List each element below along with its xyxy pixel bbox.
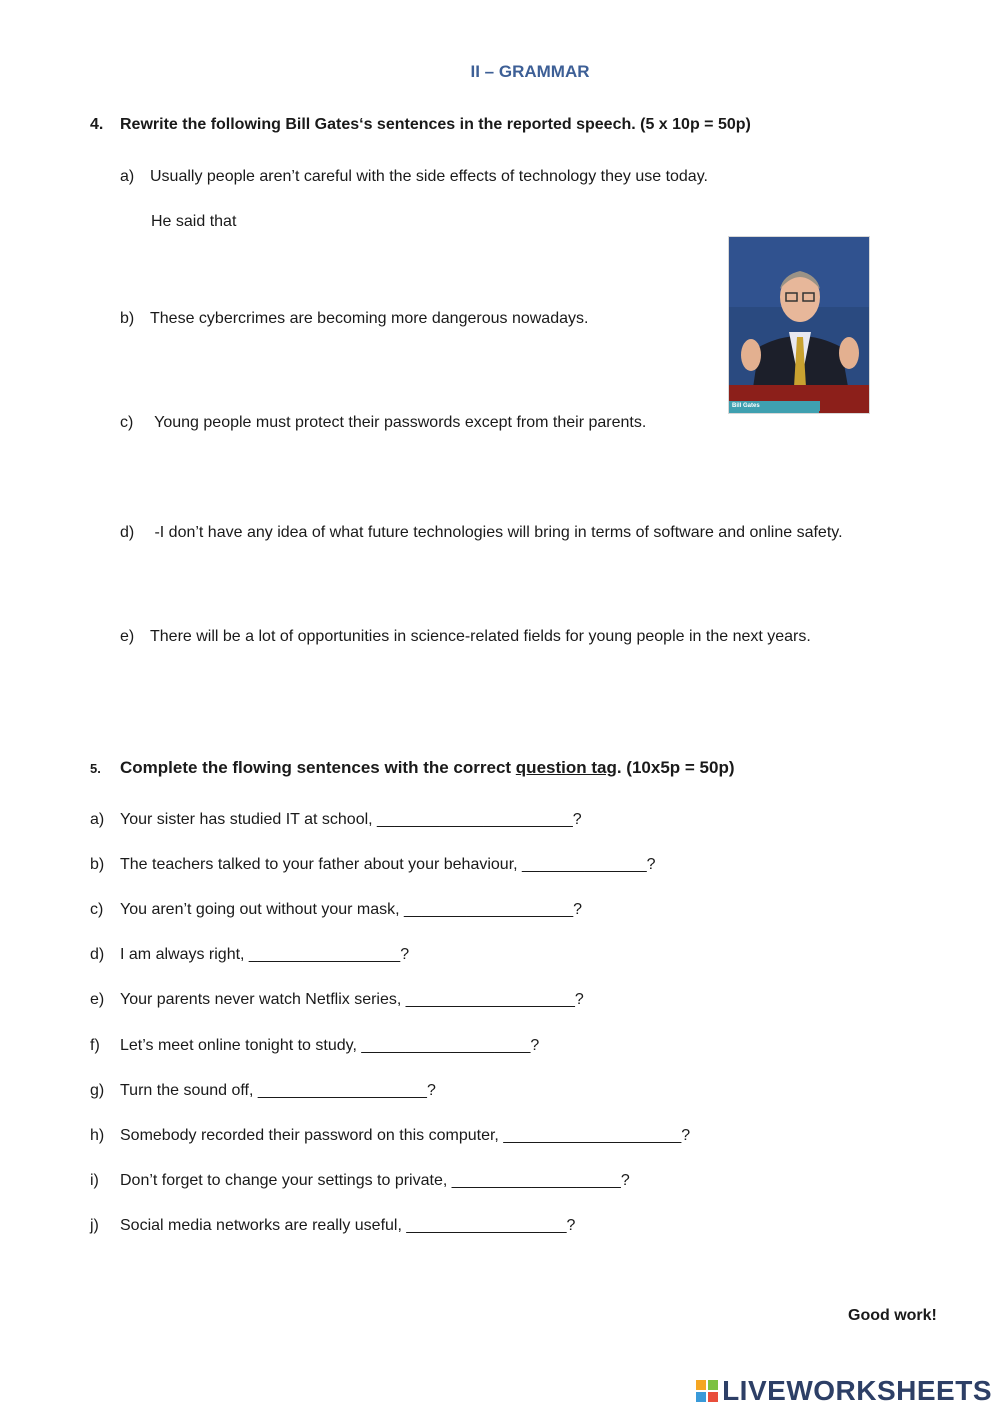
item-label: a): [90, 811, 105, 828]
item-text: Your parents never watch Netflix series, ___________________?: [120, 991, 584, 1008]
q4-heading: [90, 116, 751, 134]
liveworksheets-logo[interactable]: [696, 1375, 992, 1407]
item-text: Somebody recorded their password on this computer, ____________________?: [120, 1127, 691, 1144]
q5-heading: [90, 758, 735, 778]
item-label: g): [90, 1082, 105, 1099]
speaker-illustration: [729, 237, 870, 414]
q4-number: 4.: [90, 116, 104, 133]
q4-item-e: [120, 628, 811, 646]
item-label: i): [90, 1172, 99, 1189]
item-label: e): [90, 991, 105, 1008]
item-label: d): [120, 524, 135, 541]
q5-item-f: [90, 1037, 539, 1055]
item-text: I am always right, _________________?: [120, 946, 410, 963]
item-label: a): [120, 168, 135, 185]
item-label: c): [90, 901, 104, 918]
q4-heading-text: Rewrite the following Bill Gates‘s sentences in the reported speech. (5 x 10p = 50p): [120, 116, 751, 133]
item-label: b): [120, 310, 135, 327]
item-text: There will be a lot of opportunities in science-related fields for young people in the next years.: [150, 628, 811, 645]
item-text: The teachers talked to your father about your behaviour, ______________?: [120, 856, 656, 873]
q4-item-a: [120, 168, 708, 186]
item-label: j): [90, 1217, 99, 1234]
q5-heading-post: . (10x5p = 50p): [616, 758, 735, 777]
bill-gates-photo: [728, 236, 870, 414]
q5-item-j: [90, 1217, 575, 1235]
item-text: Young people must protect their passwords except from their parents.: [150, 414, 647, 431]
item-text: Usually people aren’t careful with the side effects of technology they use today.: [150, 168, 708, 185]
item-text: Social media networks are really useful, __________________?: [120, 1217, 576, 1234]
item-label: b): [90, 856, 105, 873]
q5-item-c: [90, 901, 582, 919]
item-label: e): [120, 628, 135, 645]
item-text: Your sister has studied IT at school, ______________________?: [120, 811, 582, 828]
logo-text: LIVEWORKSHEETS: [722, 1375, 992, 1406]
q5-item-e: [90, 991, 584, 1009]
q5-item-d: [90, 946, 409, 964]
item-text: You aren’t going out without your mask, ___________________?: [120, 901, 582, 918]
q5-item-a: [90, 811, 582, 829]
q5-heading-pre: Complete the flowing sentences with the correct: [120, 758, 516, 777]
q5-item-b: [90, 856, 656, 874]
section-title: II – GRAMMAR: [470, 62, 590, 81]
q5-item-g: [90, 1082, 436, 1100]
item-label: c): [120, 414, 134, 431]
logo-mark-icon: [696, 1380, 718, 1402]
q5-item-i: [90, 1172, 630, 1190]
q4-item-d: [120, 524, 843, 542]
q5-item-h: [90, 1127, 690, 1145]
q5-number: 5.: [90, 761, 101, 776]
item-text: These cybercrimes are becoming more dangerous nowadays.: [150, 310, 589, 327]
item-text: Turn the sound off, ___________________?: [120, 1082, 436, 1099]
item-label: f): [90, 1037, 100, 1054]
item-text: -I don’t have any idea of what future technologies will bring in terms of software and online safety.: [150, 524, 843, 541]
item-text: Let’s meet online tonight to study, ___________________?: [120, 1037, 540, 1054]
q4-example-answer: He said that: [151, 213, 237, 230]
photo-caption: Bill Gates: [729, 401, 820, 411]
q4-item-b: [120, 310, 588, 328]
item-label: h): [90, 1127, 105, 1144]
closing-note: Good work!: [848, 1307, 937, 1324]
item-label: d): [90, 946, 105, 963]
item-text: Don’t forget to change your settings to private, ___________________?: [120, 1172, 630, 1189]
q5-heading-underlined: question tag: [515, 758, 617, 777]
q4-item-c: [120, 414, 646, 432]
